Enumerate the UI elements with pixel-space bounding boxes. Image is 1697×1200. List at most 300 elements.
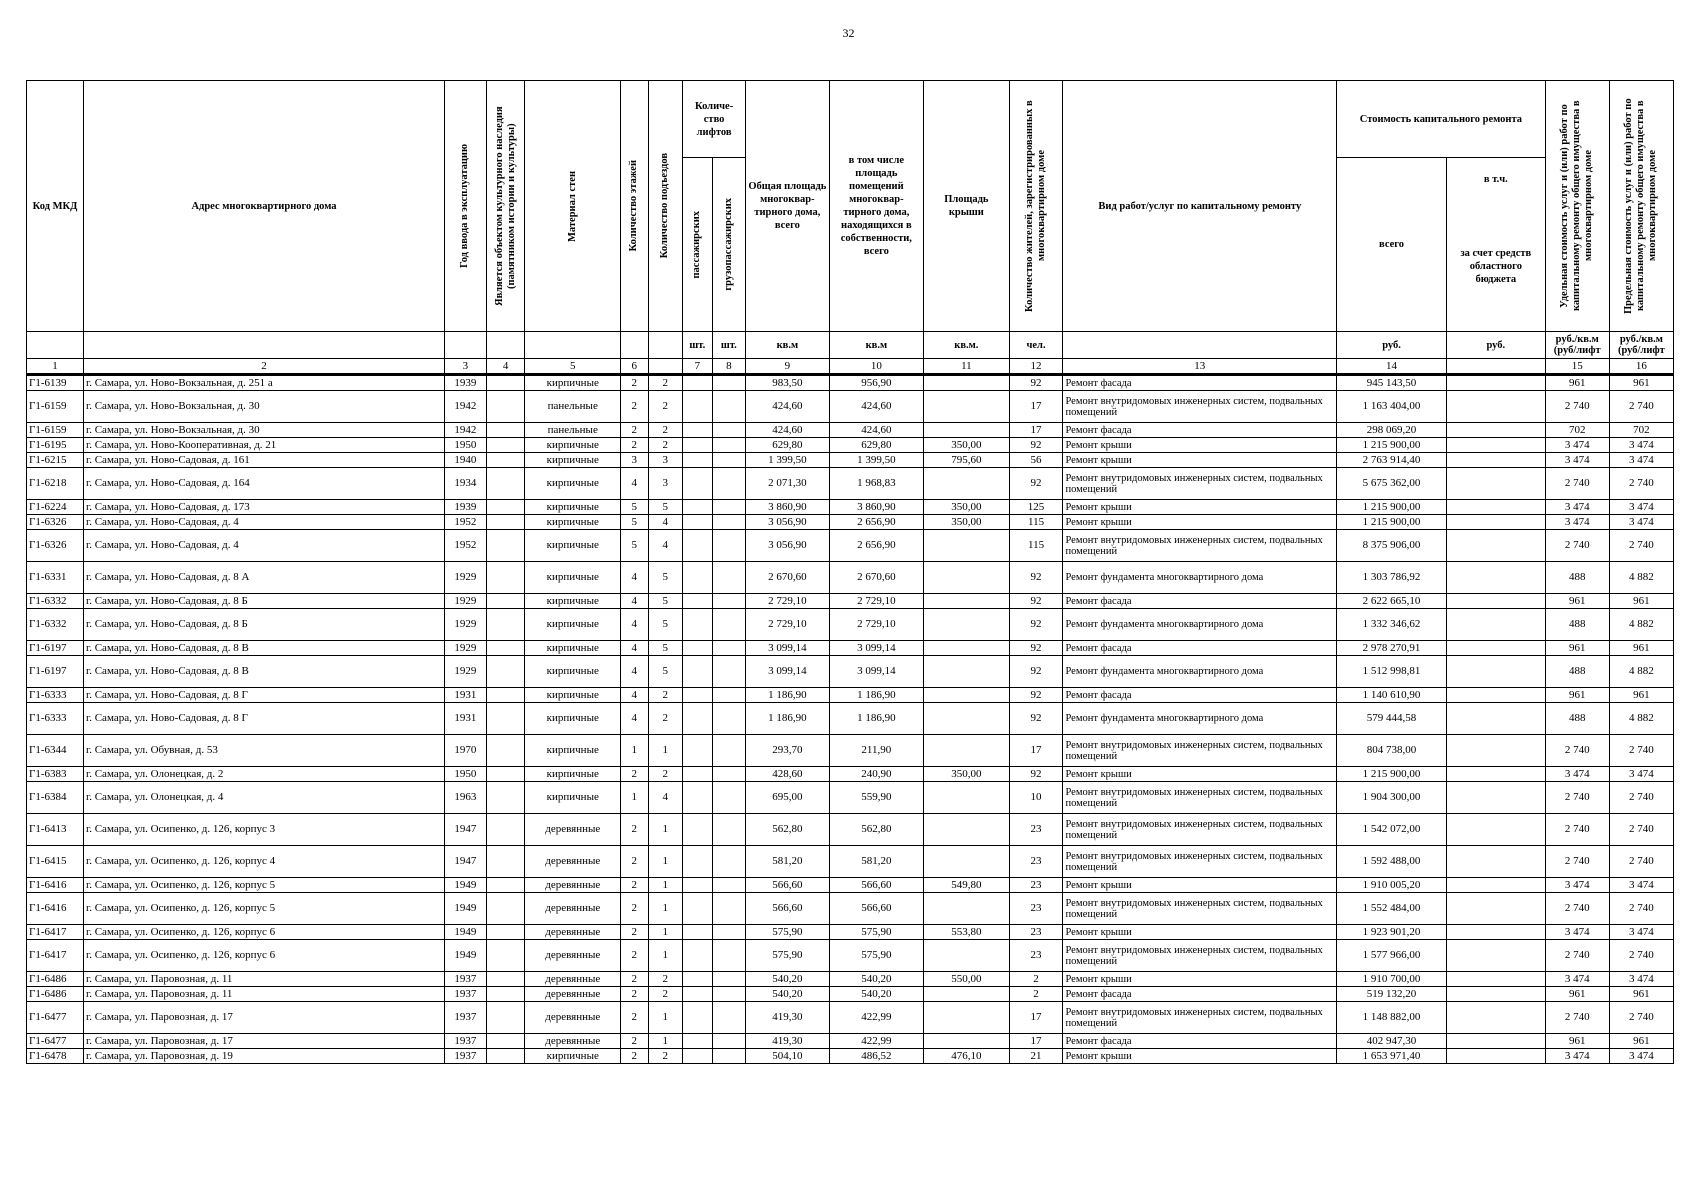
row-residents: 115 (1009, 515, 1063, 530)
row-regional (1446, 423, 1545, 438)
row-unit-cost: 3 474 (1545, 515, 1609, 530)
row-floors: 2 (621, 972, 648, 987)
unit-pcs: шт. (683, 332, 713, 359)
row-floors: 4 (621, 641, 648, 656)
row-total-area: 419,30 (746, 1002, 829, 1034)
row-unit-cost: 2 740 (1545, 391, 1609, 423)
header-limit-cost: Предельная стоимость услуг и (или) работ по капитальному ремонту общего имущества в многоквартирном доме (1609, 81, 1673, 332)
row-year: 1929 (445, 562, 487, 594)
row-passenger-lifts (683, 925, 713, 940)
row-year: 1931 (445, 703, 487, 735)
row-address: г. Самара, ул. Олонецкая, д. 2 (83, 767, 444, 782)
row-total-area: 575,90 (746, 925, 829, 940)
row-cost-total: 579 444,58 (1337, 703, 1447, 735)
row-work-type: Ремонт внутридомовых инженерных систем, подвальных помещений (1063, 940, 1337, 972)
row-total-area: 504,10 (746, 1049, 829, 1064)
row-total-area: 1 186,90 (746, 688, 829, 703)
row-owned-area: 1 186,90 (829, 703, 924, 735)
column-number: 12 (1009, 359, 1063, 375)
row-cargo-lifts (712, 562, 746, 594)
row-total-area: 562,80 (746, 814, 829, 846)
row-residents: 23 (1009, 814, 1063, 846)
row-material: кирпичные (525, 375, 621, 391)
row-work-type: Ремонт фасада (1063, 1034, 1337, 1049)
row-year: 1937 (445, 1034, 487, 1049)
row-roof-area: 553,80 (924, 925, 1009, 940)
row-cost-total: 1 577 966,00 (1337, 940, 1447, 972)
row-total-area: 428,60 (746, 767, 829, 782)
row-work-type: Ремонт внутридомовых инженерных систем, подвальных помещений (1063, 893, 1337, 925)
column-number: 8 (712, 359, 746, 375)
row-floors: 4 (621, 468, 648, 500)
row-passenger-lifts (683, 656, 713, 688)
row-year: 1939 (445, 375, 487, 391)
row-material: деревянные (525, 925, 621, 940)
row-material: деревянные (525, 940, 621, 972)
row-year: 1949 (445, 925, 487, 940)
table-row (27, 846, 1674, 878)
column-number: 1 (27, 359, 84, 375)
table-row (27, 1049, 1674, 1064)
row-code: Г1-6159 (27, 391, 84, 423)
row-code: Г1-6478 (27, 1049, 84, 1064)
row-code: Г1-6218 (27, 468, 84, 500)
row-cargo-lifts (712, 1034, 746, 1049)
row-entrances: 3 (648, 468, 683, 500)
row-roof-area: 350,00 (924, 515, 1009, 530)
row-entrances: 4 (648, 515, 683, 530)
capital-repair-table (26, 80, 1674, 1064)
row-year: 1949 (445, 878, 487, 893)
row-roof-area (924, 468, 1009, 500)
row-owned-area: 566,60 (829, 893, 924, 925)
row-address: г. Самара, ул. Паровозная, д. 19 (83, 1049, 444, 1064)
row-unit-cost: 3 474 (1545, 1049, 1609, 1064)
row-cost-total: 1 215 900,00 (1337, 767, 1447, 782)
row-address: г. Самара, ул. Осипенко, д. 126, корпус 6 (83, 940, 444, 972)
table-row (27, 453, 1674, 468)
row-owned-area: 424,60 (829, 391, 924, 423)
row-regional (1446, 814, 1545, 846)
row-heritage (486, 391, 525, 423)
row-work-type: Ремонт фасада (1063, 688, 1337, 703)
row-passenger-lifts (683, 515, 713, 530)
row-year: 1950 (445, 438, 487, 453)
row-year: 1931 (445, 688, 487, 703)
row-limit-cost: 2 740 (1609, 735, 1673, 767)
row-regional (1446, 878, 1545, 893)
row-cost-total: 8 375 906,00 (1337, 530, 1447, 562)
row-passenger-lifts (683, 767, 713, 782)
row-heritage (486, 453, 525, 468)
row-roof-area (924, 703, 1009, 735)
row-owned-area: 2 729,10 (829, 609, 924, 641)
row-work-type: Ремонт фасада (1063, 641, 1337, 656)
row-code: Г1-6332 (27, 609, 84, 641)
row-unit-cost: 488 (1545, 656, 1609, 688)
row-heritage (486, 468, 525, 500)
row-heritage (486, 703, 525, 735)
header-work-type: Вид работ/услуг по капитальному ремонту (1063, 81, 1337, 332)
row-code: Г1-6413 (27, 814, 84, 846)
row-regional (1446, 1034, 1545, 1049)
row-entrances: 5 (648, 594, 683, 609)
row-work-type: Ремонт крыши (1063, 925, 1337, 940)
row-residents: 17 (1009, 391, 1063, 423)
header-total-area: Общая площадь многоквар-тирного дома, всего (746, 81, 829, 332)
row-residents: 23 (1009, 893, 1063, 925)
row-material: кирпичные (525, 641, 621, 656)
row-residents: 92 (1009, 594, 1063, 609)
row-material: кирпичные (525, 767, 621, 782)
row-total-area: 3 099,14 (746, 656, 829, 688)
row-work-type: Ремонт фундамента многоквартирного дома (1063, 609, 1337, 641)
row-passenger-lifts (683, 1049, 713, 1064)
row-address: г. Самара, ул. Ново-Садовая, д. 8 В (83, 641, 444, 656)
table-row (27, 972, 1674, 987)
row-regional (1446, 468, 1545, 500)
row-owned-area: 2 656,90 (829, 530, 924, 562)
row-cost-total: 1 592 488,00 (1337, 846, 1447, 878)
row-material: деревянные (525, 987, 621, 1002)
row-cargo-lifts (712, 609, 746, 641)
row-total-area: 293,70 (746, 735, 829, 767)
row-unit-cost: 2 740 (1545, 530, 1609, 562)
row-residents: 23 (1009, 925, 1063, 940)
row-unit-cost: 961 (1545, 594, 1609, 609)
row-code: Г1-6477 (27, 1034, 84, 1049)
row-cargo-lifts (712, 782, 746, 814)
column-number (648, 359, 683, 375)
row-unit-cost: 3 474 (1545, 972, 1609, 987)
table-header (27, 81, 1674, 375)
row-regional (1446, 846, 1545, 878)
row-work-type: Ремонт внутридомовых инженерных систем, подвальных помещений (1063, 782, 1337, 814)
unit-sqm: кв.м (746, 332, 829, 359)
row-heritage (486, 1002, 525, 1034)
row-passenger-lifts (683, 735, 713, 767)
row-roof-area (924, 814, 1009, 846)
row-entrances: 5 (648, 562, 683, 594)
row-cargo-lifts (712, 814, 746, 846)
row-floors: 4 (621, 562, 648, 594)
row-year: 1937 (445, 972, 487, 987)
table-row (27, 609, 1674, 641)
row-owned-area: 422,99 (829, 1034, 924, 1049)
row-address: г. Самара, ул. Паровозная, д. 11 (83, 987, 444, 1002)
row-code: Г1-6384 (27, 782, 84, 814)
row-floors: 1 (621, 735, 648, 767)
row-cost-total: 1 332 346,62 (1337, 609, 1447, 641)
row-work-type: Ремонт фасада (1063, 594, 1337, 609)
row-cargo-lifts (712, 1049, 746, 1064)
row-unit-cost: 3 474 (1545, 878, 1609, 893)
row-roof-area (924, 375, 1009, 391)
row-code: Г1-6326 (27, 515, 84, 530)
row-cargo-lifts (712, 500, 746, 515)
row-owned-area: 422,99 (829, 1002, 924, 1034)
row-floors: 2 (621, 438, 648, 453)
row-entrances: 5 (648, 641, 683, 656)
row-total-area: 566,60 (746, 893, 829, 925)
row-passenger-lifts (683, 375, 713, 391)
row-cargo-lifts (712, 594, 746, 609)
row-roof-area (924, 688, 1009, 703)
row-material: кирпичные (525, 530, 621, 562)
row-address: г. Самара, ул. Паровозная, д. 11 (83, 972, 444, 987)
row-floors: 4 (621, 609, 648, 641)
table-row (27, 656, 1674, 688)
row-address: г. Самара, ул. Ново-Садовая, д. 8 А (83, 562, 444, 594)
row-material: кирпичные (525, 500, 621, 515)
row-year: 1950 (445, 767, 487, 782)
row-work-type: Ремонт внутридомовых инженерных систем, подвальных помещений (1063, 846, 1337, 878)
row-address: г. Самара, ул. Ново-Садовая, д. 8 Г (83, 688, 444, 703)
row-cargo-lifts (712, 925, 746, 940)
row-regional (1446, 972, 1545, 987)
row-work-type: Ремонт крыши (1063, 767, 1337, 782)
row-entrances: 1 (648, 814, 683, 846)
row-residents: 2 (1009, 972, 1063, 987)
row-floors: 3 (621, 453, 648, 468)
row-total-area: 1 399,50 (746, 453, 829, 468)
row-owned-area: 211,90 (829, 735, 924, 767)
header-cargo: грузопассажирских (712, 158, 746, 332)
row-address: г. Самара, ул. Ново-Садовая, д. 8 Б (83, 609, 444, 641)
row-cost-total: 804 738,00 (1337, 735, 1447, 767)
row-regional (1446, 453, 1545, 468)
row-limit-cost: 3 474 (1609, 972, 1673, 987)
row-address: г. Самара, ул. Ново-Садовая, д. 4 (83, 515, 444, 530)
row-unit-cost: 3 474 (1545, 500, 1609, 515)
header-regional: за счет средств областного бюджета (1446, 201, 1545, 332)
row-floors: 5 (621, 500, 648, 515)
row-cargo-lifts (712, 878, 746, 893)
row-heritage (486, 1034, 525, 1049)
row-heritage (486, 925, 525, 940)
row-heritage (486, 846, 525, 878)
table-row (27, 814, 1674, 846)
row-code: Г1-6477 (27, 1002, 84, 1034)
row-material: кирпичные (525, 594, 621, 609)
row-roof-area (924, 656, 1009, 688)
row-residents: 92 (1009, 562, 1063, 594)
row-material: деревянные (525, 1034, 621, 1049)
row-passenger-lifts (683, 893, 713, 925)
row-cost-total: 1 904 300,00 (1337, 782, 1447, 814)
row-heritage (486, 594, 525, 609)
row-material: кирпичные (525, 1049, 621, 1064)
row-entrances: 5 (648, 500, 683, 515)
row-regional (1446, 500, 1545, 515)
row-address: г. Самара, ул. Осипенко, д. 126, корпус 4 (83, 846, 444, 878)
row-material: кирпичные (525, 453, 621, 468)
row-address: г. Самара, ул. Олонецкая, д. 4 (83, 782, 444, 814)
row-residents: 23 (1009, 940, 1063, 972)
row-address: г. Самара, ул. Осипенко, д. 126, корпус 5 (83, 893, 444, 925)
row-floors: 2 (621, 925, 648, 940)
row-owned-area: 540,20 (829, 987, 924, 1002)
row-unit-cost: 2 740 (1545, 735, 1609, 767)
row-year: 1929 (445, 594, 487, 609)
page-number: 32 (842, 26, 855, 40)
row-material: кирпичные (525, 782, 621, 814)
row-owned-area: 1 186,90 (829, 688, 924, 703)
table-row (27, 782, 1674, 814)
row-entrances: 2 (648, 375, 683, 391)
row-cargo-lifts (712, 940, 746, 972)
row-code: Г1-6344 (27, 735, 84, 767)
header-lifts: Количе-ство лифтов (683, 81, 746, 158)
row-cargo-lifts (712, 893, 746, 925)
row-regional (1446, 562, 1545, 594)
row-entrances: 1 (648, 1002, 683, 1034)
row-total-area: 540,20 (746, 987, 829, 1002)
unit-rate: руб./кв.м (руб/лифт (1545, 332, 1609, 359)
table-row (27, 767, 1674, 782)
row-work-type: Ремонт крыши (1063, 1049, 1337, 1064)
row-regional (1446, 1002, 1545, 1034)
row-owned-area: 2 656,90 (829, 515, 924, 530)
row-cost-total: 1 215 900,00 (1337, 515, 1447, 530)
row-year: 1929 (445, 609, 487, 641)
row-total-area: 2 071,30 (746, 468, 829, 500)
row-year: 1970 (445, 735, 487, 767)
row-passenger-lifts (683, 1034, 713, 1049)
row-roof-area (924, 562, 1009, 594)
row-work-type: Ремонт внутридомовых инженерных систем, подвальных помещений (1063, 391, 1337, 423)
table-body (27, 375, 1674, 1064)
row-limit-cost: 4 882 (1609, 562, 1673, 594)
row-work-type: Ремонт крыши (1063, 515, 1337, 530)
row-cargo-lifts (712, 391, 746, 423)
row-floors: 4 (621, 594, 648, 609)
row-entrances: 2 (648, 1049, 683, 1064)
header-owned-area: в том числе площадь помещений многоквар-тирного дома, находящихся в собственности, всего (829, 81, 924, 332)
row-passenger-lifts (683, 814, 713, 846)
row-residents: 92 (1009, 375, 1063, 391)
row-cargo-lifts (712, 423, 746, 438)
row-passenger-lifts (683, 530, 713, 562)
table-row (27, 688, 1674, 703)
table-row (27, 703, 1674, 735)
row-entrances: 2 (648, 972, 683, 987)
row-heritage (486, 987, 525, 1002)
column-number: 6 (621, 359, 648, 375)
row-limit-cost: 961 (1609, 594, 1673, 609)
row-material: деревянные (525, 1002, 621, 1034)
row-regional (1446, 515, 1545, 530)
row-residents: 23 (1009, 846, 1063, 878)
row-material: кирпичные (525, 656, 621, 688)
row-year: 1947 (445, 814, 487, 846)
row-work-type: Ремонт фундамента многоквартирного дома (1063, 562, 1337, 594)
table-row (27, 893, 1674, 925)
row-regional (1446, 530, 1545, 562)
row-unit-cost: 961 (1545, 375, 1609, 391)
header-incl: в т.ч. (1446, 158, 1545, 202)
row-regional (1446, 703, 1545, 735)
row-floors: 2 (621, 767, 648, 782)
row-total-area: 575,90 (746, 940, 829, 972)
row-owned-area: 3 099,14 (829, 641, 924, 656)
row-cargo-lifts (712, 375, 746, 391)
row-heritage (486, 940, 525, 972)
row-regional (1446, 940, 1545, 972)
row-total-area: 2 670,60 (746, 562, 829, 594)
row-cargo-lifts (712, 515, 746, 530)
row-floors: 2 (621, 878, 648, 893)
row-total-area: 3 860,90 (746, 500, 829, 515)
row-passenger-lifts (683, 562, 713, 594)
row-owned-area: 486,52 (829, 1049, 924, 1064)
row-code: Г1-6331 (27, 562, 84, 594)
row-passenger-lifts (683, 782, 713, 814)
row-residents: 17 (1009, 735, 1063, 767)
row-limit-cost: 4 882 (1609, 656, 1673, 688)
row-roof-area (924, 846, 1009, 878)
row-regional (1446, 925, 1545, 940)
row-heritage (486, 656, 525, 688)
row-passenger-lifts (683, 703, 713, 735)
row-code: Г1-6416 (27, 893, 84, 925)
header-cost-total: всего (1337, 158, 1447, 332)
table-row (27, 562, 1674, 594)
row-total-area: 629,80 (746, 438, 829, 453)
row-regional (1446, 438, 1545, 453)
row-owned-area: 629,80 (829, 438, 924, 453)
row-passenger-lifts (683, 438, 713, 453)
row-limit-cost: 961 (1609, 375, 1673, 391)
row-work-type: Ремонт фасада (1063, 423, 1337, 438)
row-cargo-lifts (712, 703, 746, 735)
row-passenger-lifts (683, 878, 713, 893)
row-limit-cost: 3 474 (1609, 438, 1673, 453)
row-year: 1942 (445, 423, 487, 438)
row-address: г. Самара, ул. Ново-Кооперативная, д. 21 (83, 438, 444, 453)
row-owned-area: 566,60 (829, 878, 924, 893)
row-unit-cost: 488 (1545, 609, 1609, 641)
row-material: панельные (525, 391, 621, 423)
row-unit-cost: 3 474 (1545, 453, 1609, 468)
row-cost-total: 5 675 362,00 (1337, 468, 1447, 500)
row-regional (1446, 641, 1545, 656)
row-roof-area (924, 530, 1009, 562)
row-cost-total: 1 910 005,20 (1337, 878, 1447, 893)
row-owned-area: 559,90 (829, 782, 924, 814)
row-material: деревянные (525, 814, 621, 846)
row-address: г. Самара, ул. Паровозная, д. 17 (83, 1034, 444, 1049)
row-passenger-lifts (683, 987, 713, 1002)
row-owned-area: 3 099,14 (829, 656, 924, 688)
row-year: 1952 (445, 515, 487, 530)
table-row (27, 735, 1674, 767)
row-heritage (486, 893, 525, 925)
row-code: Г1-6159 (27, 423, 84, 438)
row-cost-total: 298 069,20 (1337, 423, 1447, 438)
table-row (27, 375, 1674, 391)
row-roof-area: 549,80 (924, 878, 1009, 893)
row-address: г. Самара, ул. Ново-Вокзальная, д. 251 а (83, 375, 444, 391)
units-row (27, 332, 1674, 359)
row-year: 1952 (445, 530, 487, 562)
row-residents: 125 (1009, 500, 1063, 515)
row-cost-total: 1 215 900,00 (1337, 500, 1447, 515)
row-total-area: 424,60 (746, 391, 829, 423)
row-code: Г1-6383 (27, 767, 84, 782)
table-row (27, 1002, 1674, 1034)
row-cost-total: 2 622 665,10 (1337, 594, 1447, 609)
